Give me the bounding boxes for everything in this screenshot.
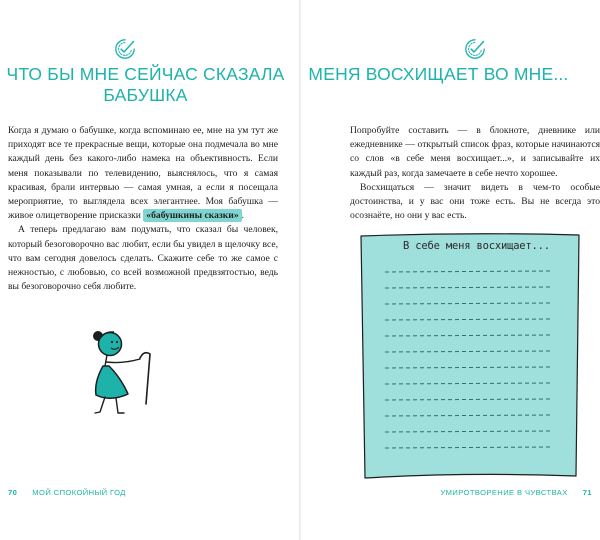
left-page-heading	[0, 64, 295, 106]
left-paragraph-1-text: Когда я думаю о бабушке, когда вспоминаю ее, мне на ум тут же приходят все те прекрасные вещи, которые она подмечала во мне каждый день без какого-либо намека на объективность. Если меня показывали по телевидению, выяснялось, что я самая красивая, брали интервью — самая умная, а если я посещала мероприятие, то выглядела всех элегантнее. Моя бабушка — живое олицетворение присказки	[8, 125, 278, 222]
highlighted-phrase: «бабушкины сказки»	[143, 209, 241, 222]
left-paragraph-2: А теперь предлагаю вам подумать, что сказал бы человек, который безоговорочно вас любит, если бы увидел в щелочку все, что вам сегодня довелось сделать. Скажите себе то же самое с нежностью, с любовью, со всей возможной предвзятостью, ведь вы безоговорочно себя любите.	[8, 224, 278, 293]
left-page	[0, 0, 299, 540]
notepad-illustration	[355, 232, 585, 480]
left-page-number: 70	[8, 488, 18, 497]
right-page-number: 71	[582, 488, 592, 497]
left-paragraph-1	[8, 124, 278, 223]
right-body-text	[350, 124, 600, 223]
checkmark-badge-icon	[114, 38, 136, 60]
left-footer	[8, 488, 126, 497]
right-paragraph-1: Попробуйте составить — в блокноте, дневнике или ежедневнике — открытый список фраз, которые начинаются со слов «в себе меня восхищает...», и записывайте их каждый раз, когда замечаете в себе нечто хорошее.	[350, 125, 600, 179]
right-footer	[440, 488, 592, 497]
left-paragraph-1-end: .	[241, 210, 245, 222]
right-running-head: УМИРОТВОРЕНИЕ В ЧУВСТВАХ	[440, 488, 568, 497]
left-heading-line-1: ЧТО БЫ МНЕ СЕЙЧАС СКАЗАЛА	[6, 64, 285, 84]
left-body-text	[8, 124, 278, 294]
notepad-title: В себе меня восхищает...	[403, 240, 550, 252]
left-heading-line-2: БАБУШКА	[103, 85, 188, 105]
right-paragraph-2: Восхищаться — значит видеть в чем-то особые достоинства, и у вас они тоже есть. Вы не всегда это осознаёте, но они у вас есть.	[350, 181, 600, 222]
notepad-sheet	[355, 232, 585, 480]
grandmother-with-cane-illustration	[88, 322, 170, 420]
left-running-head: МОЙ СПОКОЙНЫЙ ГОД	[32, 488, 126, 497]
checkmark-badge-icon	[464, 38, 486, 60]
right-page-heading: МЕНЯ ВОСХИЩАЕТ ВО МНЕ...	[308, 64, 569, 84]
